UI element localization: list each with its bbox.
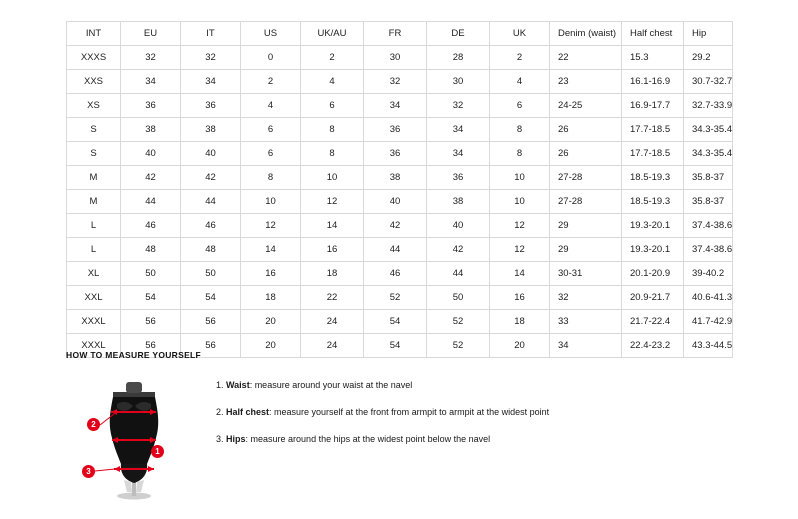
table-body [67, 46, 733, 358]
cell-uk: 6 [490, 94, 550, 118]
table-row [67, 94, 733, 118]
cell-de: 34 [427, 142, 490, 166]
table-row [67, 46, 733, 70]
cell-it: 48 [181, 238, 241, 262]
cell-denim: 33 [550, 310, 622, 334]
cell-denim: 27-28 [550, 166, 622, 190]
cell-denim: 22 [550, 46, 622, 70]
cell-denim: 29 [550, 214, 622, 238]
cell-eu: 56 [121, 310, 181, 334]
cell-us: 18 [241, 286, 301, 310]
cell-us: 4 [241, 94, 301, 118]
cell-us: 2 [241, 70, 301, 94]
cell-hip: 29.2 [684, 46, 733, 70]
instruction-number: 2. [216, 406, 227, 417]
cell-ukau: 12 [301, 190, 364, 214]
size-conversion-table [66, 21, 733, 358]
cell-ukau: 14 [301, 214, 364, 238]
cell-us: 16 [241, 262, 301, 286]
cell-int: XL [67, 262, 121, 286]
badge-half-chest: 2 [87, 418, 100, 431]
cell-int: XS [67, 94, 121, 118]
instruction-half-chest [216, 407, 549, 418]
cell-eu: 34 [121, 70, 181, 94]
cell-us: 0 [241, 46, 301, 70]
cell-hip: 40.6-41.3 [684, 286, 733, 310]
how-to-measure-section [66, 350, 736, 500]
cell-it: 40 [181, 142, 241, 166]
cell-int: S [67, 118, 121, 142]
cell-uk: 12 [490, 238, 550, 262]
cell-int: L [67, 238, 121, 262]
cell-it: 36 [181, 94, 241, 118]
cell-uk: 10 [490, 166, 550, 190]
cell-us: 20 [241, 310, 301, 334]
cell-us: 14 [241, 238, 301, 262]
cell-uk: 18 [490, 310, 550, 334]
cell-eu: 56 [121, 334, 181, 358]
badge-hips: 3 [82, 465, 95, 478]
table-row [67, 190, 733, 214]
cell-denim: 23 [550, 70, 622, 94]
cell-half-chest: 22.4-23.2 [622, 334, 684, 358]
cell-denim: 30-31 [550, 262, 622, 286]
cell-uk: 12 [490, 214, 550, 238]
cell-eu: 32 [121, 46, 181, 70]
cell-ukau: 10 [301, 166, 364, 190]
cell-half-chest: 18.5-19.3 [622, 166, 684, 190]
cell-uk: 8 [490, 142, 550, 166]
cell-it: 46 [181, 214, 241, 238]
cell-fr: 44 [364, 238, 427, 262]
badge-waist: 1 [151, 445, 164, 458]
cell-int: M [67, 166, 121, 190]
cell-hip: 34.3-35.4 [684, 142, 733, 166]
cell-half-chest: 19.3-20.1 [622, 214, 684, 238]
cell-de: 34 [427, 118, 490, 142]
cell-hip: 39-40.2 [684, 262, 733, 286]
cell-fr: 36 [364, 118, 427, 142]
cell-de: 36 [427, 166, 490, 190]
cell-ukau: 6 [301, 94, 364, 118]
cell-it: 32 [181, 46, 241, 70]
cell-half-chest: 15.3 [622, 46, 684, 70]
column-header: IT [181, 22, 241, 46]
cell-denim: 26 [550, 142, 622, 166]
cell-ukau: 18 [301, 262, 364, 286]
cell-half-chest: 19.3-20.1 [622, 238, 684, 262]
cell-half-chest: 16.1-16.9 [622, 70, 684, 94]
column-header: Half chest [622, 22, 684, 46]
cell-int: XXS [67, 70, 121, 94]
cell-hip: 41.7-42.9 [684, 310, 733, 334]
instruction-text: : measure around the hips at the widest point below the navel [245, 433, 491, 444]
cell-de: 44 [427, 262, 490, 286]
column-header: Denim (waist) [550, 22, 622, 46]
cell-de: 52 [427, 310, 490, 334]
cell-denim: 27-28 [550, 190, 622, 214]
cell-us: 20 [241, 334, 301, 358]
cell-denim: 29 [550, 238, 622, 262]
cell-eu: 40 [121, 142, 181, 166]
cell-eu: 50 [121, 262, 181, 286]
cell-denim: 32 [550, 286, 622, 310]
column-header: EU [121, 22, 181, 46]
mannequin-illustration [66, 370, 206, 500]
instruction-number: 3. [216, 433, 227, 444]
table-row [67, 142, 733, 166]
table-row [67, 214, 733, 238]
table-row [67, 118, 733, 142]
cell-de: 38 [427, 190, 490, 214]
cell-ukau: 24 [301, 334, 364, 358]
instruction-waist [216, 380, 549, 391]
cell-fr: 38 [364, 166, 427, 190]
cell-denim: 26 [550, 118, 622, 142]
cell-hip: 35.8-37 [684, 190, 733, 214]
cell-ukau: 24 [301, 310, 364, 334]
instruction-text: : measure around your waist at the navel [249, 380, 413, 390]
cell-half-chest: 20.9-21.7 [622, 286, 684, 310]
cell-int: M [67, 190, 121, 214]
cell-int: XXXS [67, 46, 121, 70]
cell-eu: 44 [121, 190, 181, 214]
cell-it: 50 [181, 262, 241, 286]
instruction-term: Half chest [226, 406, 270, 417]
cell-uk: 4 [490, 70, 550, 94]
cell-hip: 30.7-32.7 [684, 70, 733, 94]
cell-fr: 42 [364, 214, 427, 238]
instruction-hips [216, 434, 549, 445]
cell-fr: 30 [364, 46, 427, 70]
cell-eu: 38 [121, 118, 181, 142]
table-row [67, 70, 733, 94]
cell-int: XXL [67, 286, 121, 310]
cell-it: 34 [181, 70, 241, 94]
column-header: UK [490, 22, 550, 46]
cell-ukau: 2 [301, 46, 364, 70]
cell-de: 30 [427, 70, 490, 94]
cell-de: 40 [427, 214, 490, 238]
cell-de: 32 [427, 94, 490, 118]
table-header-row [67, 22, 733, 46]
cell-it: 42 [181, 166, 241, 190]
cell-eu: 48 [121, 238, 181, 262]
cell-hip: 43.3-44.5 [684, 334, 733, 358]
cell-ukau: 22 [301, 286, 364, 310]
instruction-number: 1. [216, 380, 227, 390]
cell-us: 8 [241, 166, 301, 190]
column-header: INT [67, 22, 121, 46]
cell-hip: 35.8-37 [684, 166, 733, 190]
cell-de: 52 [427, 334, 490, 358]
cell-ukau: 16 [301, 238, 364, 262]
cell-ukau: 4 [301, 70, 364, 94]
cell-fr: 40 [364, 190, 427, 214]
cell-uk: 10 [490, 190, 550, 214]
column-header: FR [364, 22, 427, 46]
cell-eu: 42 [121, 166, 181, 190]
column-header: DE [427, 22, 490, 46]
how-to-measure-title: HOW TO MEASURE YOURSELF [66, 350, 202, 360]
cell-half-chest: 17.7-18.5 [622, 118, 684, 142]
cell-it: 56 [181, 310, 241, 334]
cell-ukau: 8 [301, 142, 364, 166]
instruction-text: : measure yourself at the front from armpit to armpit at the widest point [269, 406, 550, 417]
cell-eu: 46 [121, 214, 181, 238]
cell-fr: 54 [364, 334, 427, 358]
instruction-term: Hips [226, 433, 246, 444]
cell-ukau: 8 [301, 118, 364, 142]
mannequin-figure [66, 370, 206, 500]
cell-uk: 20 [490, 334, 550, 358]
cell-it: 54 [181, 286, 241, 310]
cell-uk: 14 [490, 262, 550, 286]
table-row [67, 166, 733, 190]
cell-half-chest: 21.7-22.4 [622, 310, 684, 334]
cell-hip: 32.7-33.9 [684, 94, 733, 118]
cell-int: L [67, 214, 121, 238]
cell-us: 12 [241, 214, 301, 238]
cell-fr: 52 [364, 286, 427, 310]
size-table-container [66, 21, 732, 358]
cell-int: XXXL [67, 310, 121, 334]
cell-int: XXXL [67, 334, 121, 358]
cell-us: 10 [241, 190, 301, 214]
cell-de: 50 [427, 286, 490, 310]
cell-it: 56 [181, 334, 241, 358]
cell-hip: 37.4-38.6 [684, 238, 733, 262]
cell-half-chest: 20.1-20.9 [622, 262, 684, 286]
cell-it: 38 [181, 118, 241, 142]
cell-uk: 16 [490, 286, 550, 310]
cell-it: 44 [181, 190, 241, 214]
cell-hip: 37.4-38.6 [684, 214, 733, 238]
cell-denim: 34 [550, 334, 622, 358]
cell-us: 6 [241, 142, 301, 166]
cell-uk: 8 [490, 118, 550, 142]
column-header: UK/AU [301, 22, 364, 46]
cell-fr: 46 [364, 262, 427, 286]
cell-fr: 34 [364, 94, 427, 118]
cell-fr: 54 [364, 310, 427, 334]
cell-half-chest: 17.7-18.5 [622, 142, 684, 166]
cell-denim: 24-25 [550, 94, 622, 118]
cell-fr: 36 [364, 142, 427, 166]
cell-half-chest: 18.5-19.3 [622, 190, 684, 214]
measure-instructions [216, 370, 549, 444]
cell-uk: 2 [490, 46, 550, 70]
cell-fr: 32 [364, 70, 427, 94]
cell-int: S [67, 142, 121, 166]
table-row [67, 310, 733, 334]
cell-us: 6 [241, 118, 301, 142]
cell-de: 28 [427, 46, 490, 70]
table-row [67, 238, 733, 262]
instruction-term: Waist [226, 380, 250, 390]
how-to-measure-body [66, 370, 736, 500]
column-header: Hip [684, 22, 733, 46]
table-row [67, 262, 733, 286]
cell-half-chest: 16.9-17.7 [622, 94, 684, 118]
table-row [67, 286, 733, 310]
cell-de: 42 [427, 238, 490, 262]
cell-eu: 36 [121, 94, 181, 118]
cell-eu: 54 [121, 286, 181, 310]
cell-hip: 34.3-35.4 [684, 118, 733, 142]
column-header: US [241, 22, 301, 46]
